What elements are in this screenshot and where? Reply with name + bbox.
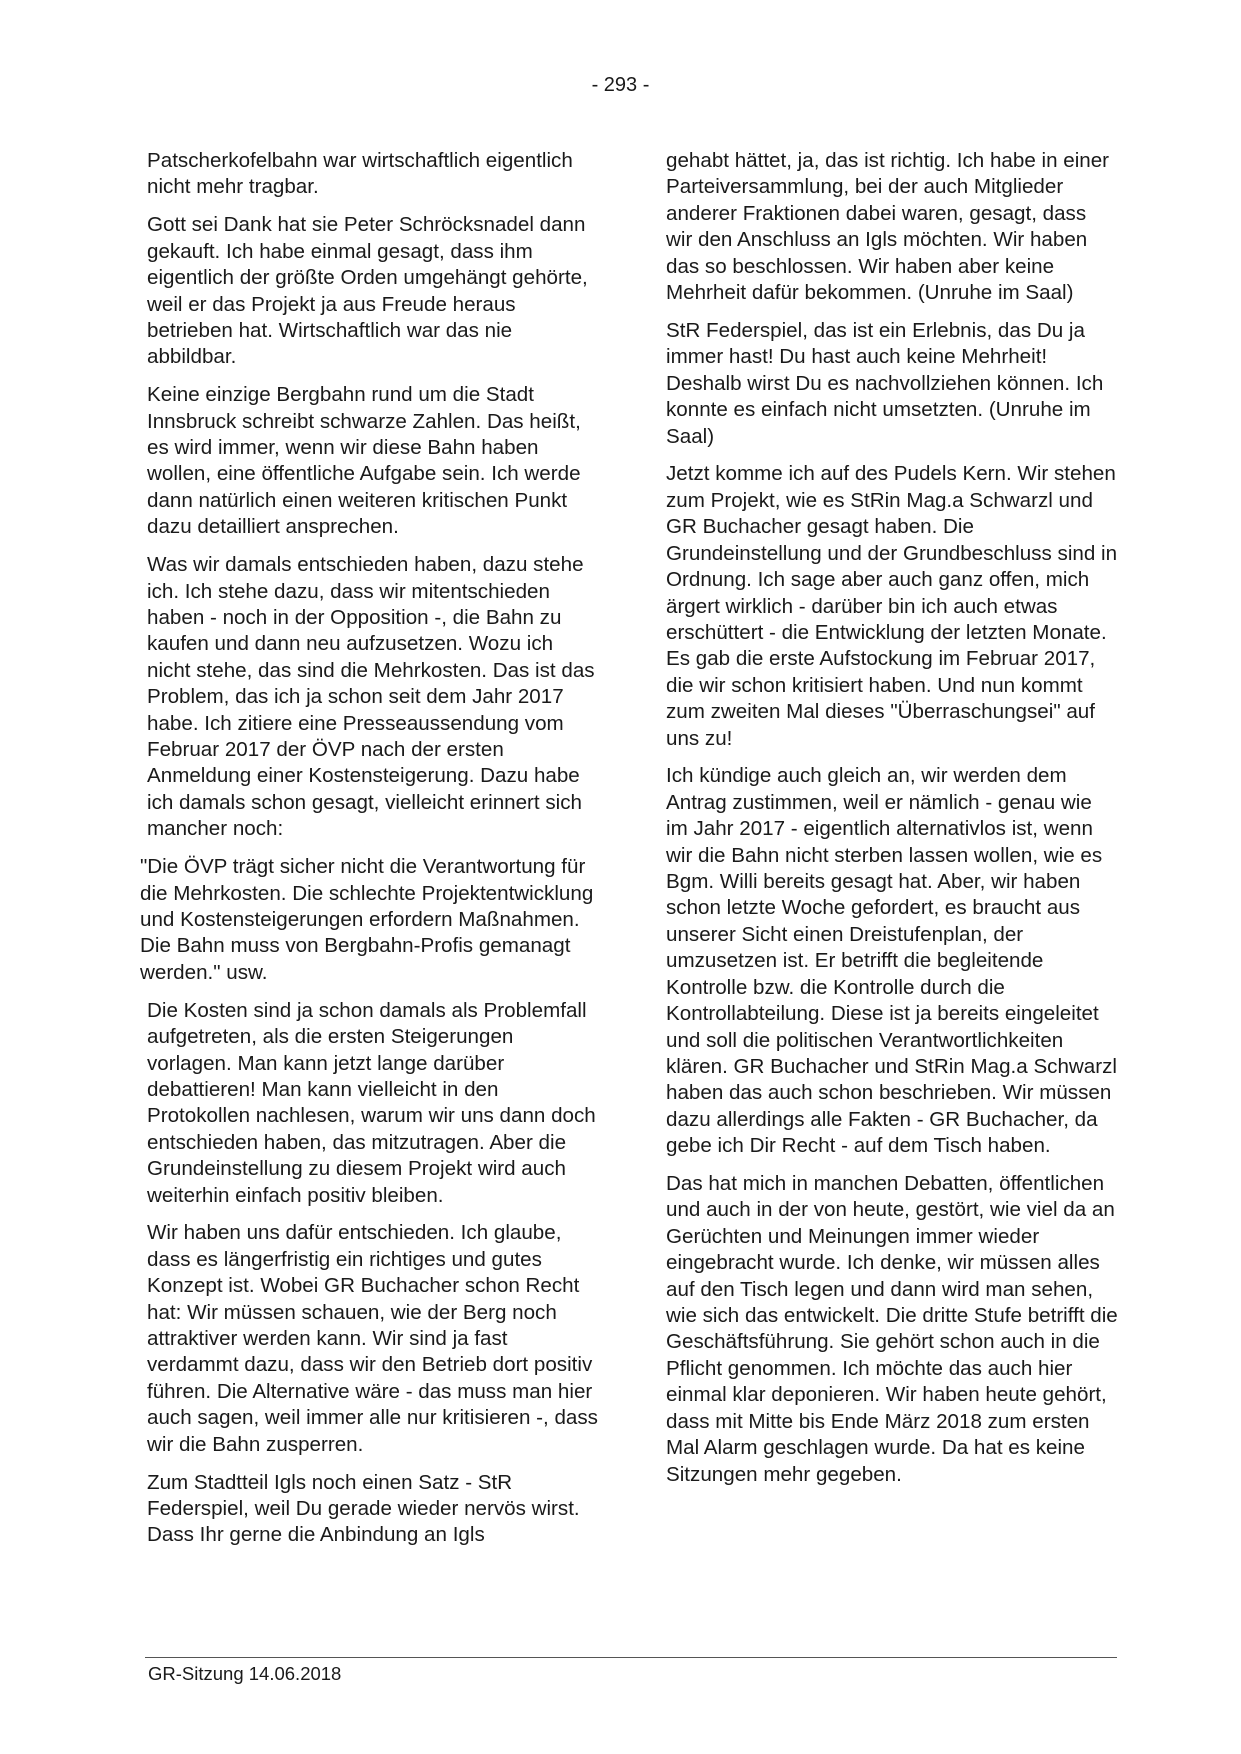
footer-divider <box>145 1657 1117 1658</box>
page-number: - 293 - <box>591 74 650 96</box>
paragraph: Jetzt komme ich auf des Pudels Kern. Wir stehen zum Projekt, wie es StRin Mag.a Schwarzl und GR Buchacher gesagt haben. Die Grundeinstellung und der Grundbeschluss sind in Ordnung. Ich sage aber auch ganz offen, mich ärgert wirklich - darüber bin ich auch etwas erschüttert - die Entwicklung der letzten Monate. Es gab die erste Aufstockung im Februar 2017, die wir schon kritisiert haben. Und nun kommt zum zweiten Mal dieses "Überraschungsei" auf uns zu! <box>666 462 1118 750</box>
paragraph: Was wir damals entschieden haben, dazu stehe ich. Ich stehe dazu, dass wir mitentschieden haben - noch in der Opposition -, die Bahn zu kaufen und dann neu aufzusetzen. Wozu ich nicht stehe, das sind die Mehrkosten. Das ist das Problem, das ich ja schon seit dem Jahr 2017 habe. Ich zitiere eine Presseaussendung vom Februar 2017 der ÖVP nach der ersten Anmeldung einer Kostensteigerung. Dazu habe ich damals schon gesagt, vielleicht erinnert sich mancher noch: <box>147 553 595 841</box>
paragraph: gehabt hättet, ja, das ist richtig. Ich habe in einer Parteiversammlung, bei der auch Mitglieder anderer Fraktionen dabei waren, gesagt, dass wir den Anschluss an Igls möchten. Wir haben das so beschlossen. Wir haben aber keine Mehrheit dafür bekommen. (Unruhe im Saal) <box>666 149 1110 305</box>
footer-session-date: GR-Sitzung 14.06.2018 <box>148 1663 342 1684</box>
paragraph: Das hat mich in manchen Debatten, öffentlichen und auch in der von heute, gestört, wie viel da an Gerüchten und Meinungen immer wieder eingebracht wurde. Ich denke, wir müssen alles auf den Tisch legen und dann wird man sehen, wie sich das entwickelt. Die dritte Stufe betrifft die Geschäftsführung. Sie gehört schon auch in die Pflicht genommen. Ich möchte das auch hier einmal klar deponieren. Wir haben heute gehört, dass mit Mitte bis Ende März 2018 zum ersten Mal Alarm geschlagen wurde. Da hat es keine Sitzungen mehr gegeben. <box>666 1172 1118 1486</box>
paragraph: Zum Stadtteil Igls noch einen Satz - StR Federspiel, weil Du gerade wieder nervös wirst. Dass Ihr gerne die Anbindung an Igls <box>147 1470 580 1547</box>
right-column <box>666 148 1118 1499</box>
paragraph: Keine einzige Bergbahn rund um die Stadt Innsbruck schreibt schwarze Zahlen. Das heißt, es wird immer, wenn wir diese Bahn haben wollen, eine öffentliche Aufgabe sein. Ich werde dann natürlich einen weiteren kritischen Punkt dazu detailliert ansprechen. <box>147 383 581 539</box>
paragraph: StR Federspiel, das ist ein Erlebnis, das Du ja immer hast! Du hast auch keine Mehrheit! Deshalb wirst Du es nachvollziehen können. Ich konnte es einfach nicht umsetzten. (Unruhe im Saal) <box>666 318 1104 448</box>
left-column <box>140 148 602 1560</box>
paragraph: Ich kündige auch gleich an, wir werden dem Antrag zustimmen, weil er nämlich - genau wie im Jahr 2017 - eigentlich alternativlos ist, wenn wir die Bahn nicht sterben lassen wollen, wie es Bgm. Willi bereits gesagt hat. Aber, wir haben schon letzte Woche gefordert, es braucht aus unserer Sicht einen Dreistufenplan, der umzusetzen ist. Er betrifft die begleitende Kontrolle bzw. die Kontrolle durch die Kontrollabteilung. Diese ist ja bereits eingeleitet und soll die politischen Verantwortlichkeiten klären. GR Buchacher und StRin Mag.a Schwarzl haben das auch schon beschrieben. Wir müssen dazu allerdings alle Fakten - GR Buchacher, da gebe ich Dir Recht - auf dem Tisch haben. <box>666 764 1117 1158</box>
paragraph: Wir haben uns dafür entschieden. Ich glaube, dass es längerfristig ein richtiges und gutes Konzept ist. Wobei GR Buchacher schon Recht hat: Wir müssen schauen, wie der Berg noch attraktiver werden kann. Wir sind ja fast verdammt dazu, dass wir den Betrieb dort positiv führen. Die Alternative wäre - das muss man hier auch sagen, weil immer alle nur kritisieren -, dass wir die Bahn zusperren. <box>147 1221 598 1456</box>
quote-paragraph: "Die ÖVP trägt sicher nicht die Verantwortung für die Mehrkosten. Die schlechte Projektentwicklung und Kostensteigerungen erfordern Maßnahmen. Die Bahn muss von Bergbahn-Profis gemanagt werden." usw. <box>140 855 594 984</box>
paragraph: Gott sei Dank hat sie Peter Schröcksnadel dann gekauft. Ich habe einmal gesagt, dass ihm eigentlich der größte Orden umgehängt gehörte, weil er das Projekt ja aus Freude heraus betrieben hat. Wirtschaftlich war das nie abbildbar. <box>147 213 588 369</box>
paragraph: Patscherkofelbahn war wirtschaftlich eigentlich nicht mehr tragbar. <box>147 149 573 199</box>
paragraph: Die Kosten sind ja schon damals als Problemfall aufgetreten, als die ersten Steigerungen vorlagen. Man kann jetzt lange darüber debattieren! Man kann vielleicht in den Protokollen nachlesen, warum wir uns dann doch entschieden haben, das mitzutragen. Aber die Grundeinstellung zu diesem Projekt wird auch weiterhin einfach positiv bleiben. <box>147 998 596 1207</box>
